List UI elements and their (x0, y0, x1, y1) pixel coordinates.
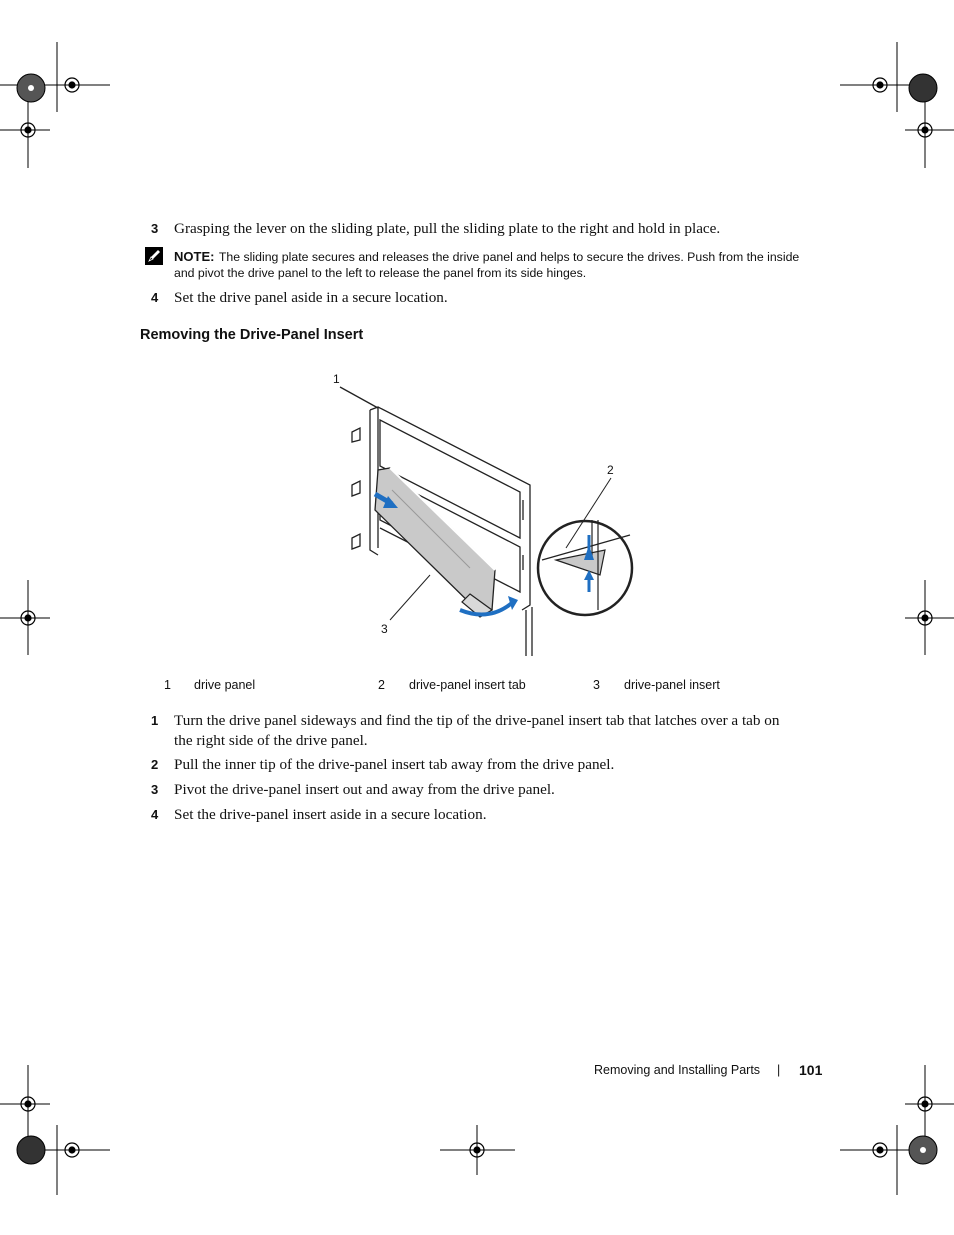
pencil-note-icon (144, 246, 164, 266)
step-text-line2: the right side of the drive panel. (174, 732, 368, 749)
callout-1: 1 (333, 372, 340, 386)
step-number: 3 (151, 782, 159, 797)
footer-separator: | (777, 1063, 781, 1077)
step-text: Pull the inner tip of the drive-panel insert tab away from the drive panel. (174, 756, 615, 773)
step-text: Set the drive-panel insert aside in a secure location. (174, 806, 487, 823)
footer-section-title: Removing and Installing Parts (594, 1063, 761, 1077)
page-number: 101 (799, 1062, 823, 1078)
note-text-line1: The sliding plate secures and releases the drive panel and helps to secure the drives. Push from the inside (218, 250, 800, 264)
drive-panel-figure (330, 370, 640, 660)
step-number: 2 (151, 757, 159, 772)
step-number: 4 (151, 290, 159, 305)
step-number: 3 (151, 221, 159, 236)
note-label: NOTE: (174, 249, 215, 264)
legend-label: drive-panel insert tab (409, 678, 526, 692)
section-heading: Removing the Drive-Panel Insert (140, 327, 364, 343)
step-text: Set the drive panel aside in a secure location. (174, 289, 448, 306)
legend-num: 1 (164, 678, 171, 692)
step-text: Pivot the drive-panel insert out and away from the drive panel. (174, 781, 555, 798)
step-text: Grasping the lever on the sliding plate, pull the sliding plate to the right and hold in place. (174, 220, 721, 237)
step-number: 1 (151, 713, 159, 728)
legend-label: drive-panel insert (624, 678, 720, 692)
note-block (174, 248, 834, 266)
legend-num: 3 (593, 678, 600, 692)
legend-label: drive panel (194, 678, 256, 692)
note-text-line2: and pivot the drive panel to the left to release the panel from its side hinges. (174, 266, 587, 280)
step-number: 4 (151, 807, 159, 822)
callout-2: 2 (607, 463, 614, 477)
step-text-line1: Turn the drive panel sideways and find the tip of the drive-panel insert tab that latches over a tab on (174, 712, 780, 729)
callout-3: 3 (381, 622, 388, 636)
legend-num: 2 (378, 678, 385, 692)
